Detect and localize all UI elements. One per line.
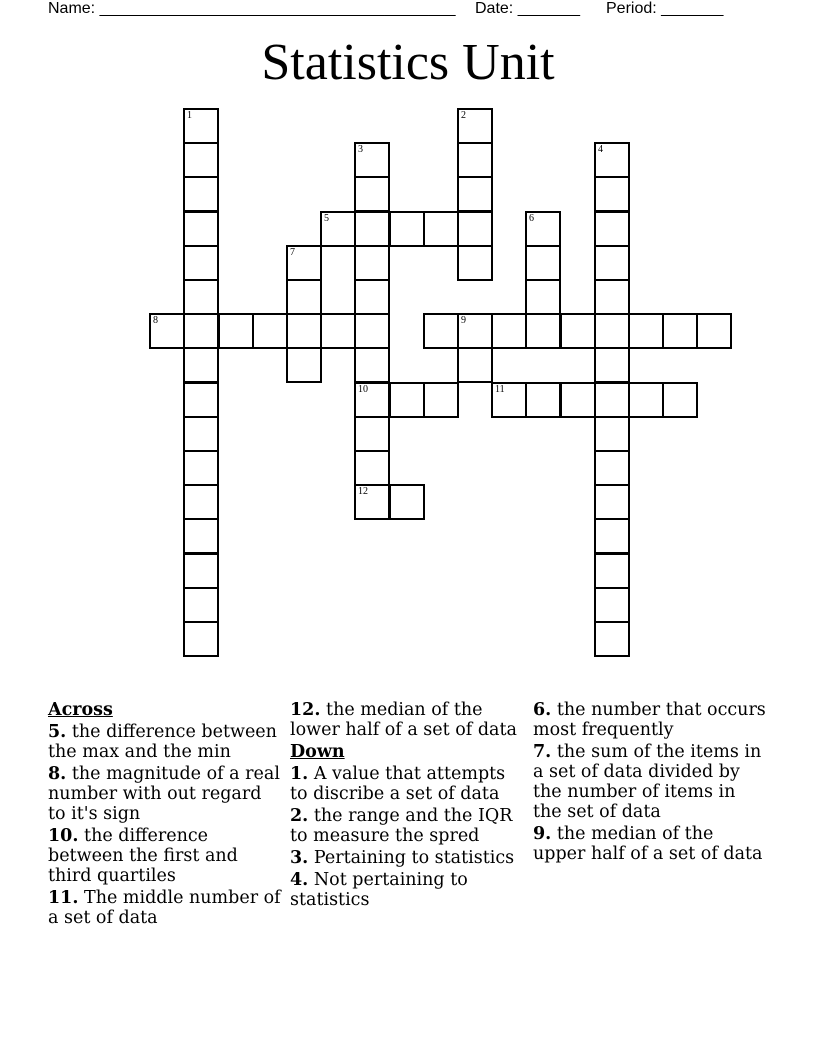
grid-cell[interactable] [525,279,561,315]
grid-cell[interactable] [457,347,493,383]
grid-cell[interactable] [183,313,219,349]
grid-cell[interactable] [457,108,493,144]
grid-cell[interactable] [183,621,219,657]
clues-column-1 [48,700,284,930]
clue-across-10: 10. the difference between the first and third quartiles [48,826,238,886]
clue-down-6: 6. the number that occurs most frequently [533,700,766,740]
grid-cell[interactable] [354,313,390,349]
date-label: Date: [475,0,514,17]
grid-cell[interactable] [423,211,459,247]
grid-cell[interactable] [594,553,630,589]
grid-cell[interactable] [354,347,390,383]
clue-number: 12 [358,486,368,497]
grid-cell[interactable] [320,313,356,349]
across-heading: Across [48,700,113,720]
clue-number: 2 [461,110,466,121]
grid-cell[interactable] [594,416,630,452]
worksheet-header [48,0,768,20]
grid-cell[interactable] [354,211,390,247]
grid-cell[interactable] [594,382,630,418]
grid-cell[interactable] [149,313,185,349]
grid-cell[interactable] [183,484,219,520]
grid-cell[interactable] [389,211,425,247]
grid-cell[interactable] [354,176,390,212]
grid-cell[interactable] [525,245,561,281]
grid-cell[interactable] [457,142,493,178]
grid-cell[interactable] [457,176,493,212]
grid-cell[interactable] [354,382,390,418]
grid-cell[interactable] [662,313,698,349]
clue-down-2: 2. the range and the IQR to measure the spred [290,806,513,846]
grid-cell[interactable] [354,279,390,315]
clue-down-3: 3. Pertaining to statistics [290,848,515,868]
grid-cell[interactable] [457,313,493,349]
clue-across-11: 11. The middle number of a set of data [48,888,281,928]
clue-number: 9 [461,315,466,326]
grid-cell[interactable] [423,382,459,418]
grid-cell[interactable] [628,313,664,349]
grid-cell[interactable] [594,450,630,486]
clue-down-9: 9. the median of the upper half of a set of data [533,824,763,864]
grid-cell[interactable] [491,382,527,418]
grid-cell[interactable] [183,518,219,554]
grid-cell[interactable] [320,211,356,247]
grid-cell[interactable] [183,587,219,623]
name-field[interactable] [48,0,456,18]
grid-cell[interactable] [286,245,322,281]
grid-cell[interactable] [594,587,630,623]
grid-cell[interactable] [183,553,219,589]
grid-cell[interactable] [594,484,630,520]
clue-across-8: 8. the magnitude of a real number with out regard to it's sign [48,764,280,824]
name-blank[interactable]: ________________________________________ [99,0,456,17]
grid-cell[interactable] [389,484,425,520]
grid-cell[interactable] [183,416,219,452]
date-field[interactable] [475,0,580,18]
grid-cell[interactable] [525,382,561,418]
clue-number: 1 [187,110,192,121]
grid-cell[interactable] [354,450,390,486]
grid-cell[interactable] [183,211,219,247]
period-blank[interactable]: _______ [661,0,724,17]
grid-cell[interactable] [560,382,596,418]
grid-cell[interactable] [252,313,288,349]
grid-cell[interactable] [594,518,630,554]
down-heading: Down [290,742,345,762]
grid-cell[interactable] [286,313,322,349]
grid-cell[interactable] [457,211,493,247]
grid-cell[interactable] [183,245,219,281]
grid-cell[interactable] [183,176,219,212]
grid-cell[interactable] [457,245,493,281]
grid-cell[interactable] [594,279,630,315]
clue-down-7: 7. the sum of the items in a set of data divided by the number of items in the set of data [533,742,762,822]
grid-cell[interactable] [354,416,390,452]
grid-cell[interactable] [594,176,630,212]
grid-cell[interactable] [628,382,664,418]
grid-cell[interactable] [594,621,630,657]
grid-cell[interactable] [525,313,561,349]
grid-cell[interactable] [594,211,630,247]
page-title: Statistics Unit [261,34,555,91]
period-label: Period: [606,0,657,17]
grid-cell[interactable] [183,450,219,486]
clue-number: 5 [324,213,329,224]
period-field[interactable] [606,0,723,18]
grid-cell[interactable] [389,382,425,418]
grid-cell[interactable] [525,211,561,247]
grid-cell[interactable] [594,245,630,281]
grid-cell[interactable] [594,313,630,349]
grid-cell[interactable] [183,347,219,383]
grid-cell[interactable] [354,245,390,281]
date-blank[interactable]: _______ [517,0,580,17]
grid-cell[interactable] [423,313,459,349]
clue-number: 4 [598,144,603,155]
grid-cell[interactable] [286,279,322,315]
grid-cell[interactable] [594,347,630,383]
grid-cell[interactable] [354,142,390,178]
clue-number: 11 [495,384,505,395]
clue-number: 7 [290,247,295,258]
clue-number: 8 [153,315,158,326]
clue-number: 3 [358,144,363,155]
grid-cell[interactable] [218,313,254,349]
grid-cell[interactable] [183,142,219,178]
clue-number: 6 [529,213,534,224]
grid-cell[interactable] [183,279,219,315]
grid-cell[interactable] [491,313,527,349]
grid-cell[interactable] [696,313,732,349]
grid-cell[interactable] [183,382,219,418]
clue-down-4: 4. Not pertaining to statistics [290,870,468,910]
grid-cell[interactable] [183,108,219,144]
clue-number: 10 [358,384,368,395]
clue-down-1: 1. A value that attempts to discribe a set of data [290,764,506,804]
grid-cell[interactable] [594,142,630,178]
clues-column-2 [290,700,526,912]
grid-cell[interactable] [354,484,390,520]
clue-across-12: 12. the median of the lower half of a set of data [290,700,517,740]
grid-cell[interactable] [560,313,596,349]
clue-across-5: 5. the difference between the max and the min [48,722,277,762]
clues-column-3 [533,700,769,866]
grid-cell[interactable] [286,347,322,383]
grid-cell[interactable] [662,382,698,418]
name-label: Name: [48,0,96,17]
